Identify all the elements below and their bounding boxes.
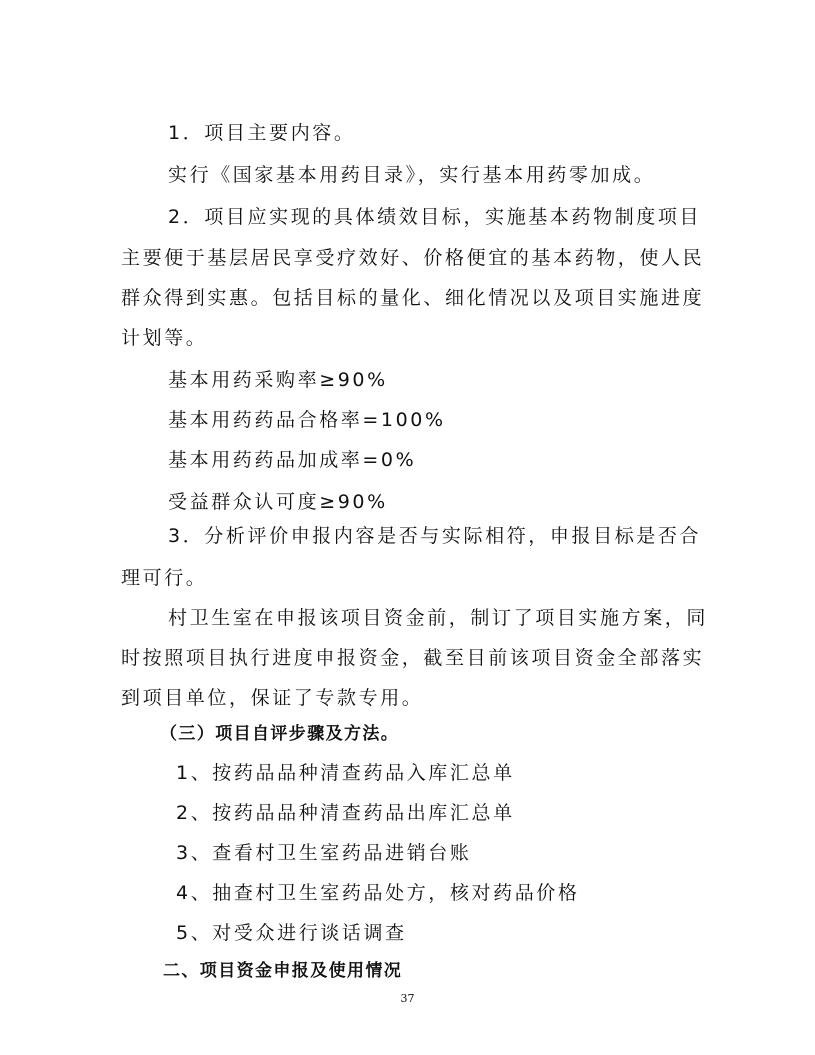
paragraph-line: 实行《国家基本用药目录》，实行基本用药零加成。 <box>168 164 656 186</box>
target-item: 基本用药采购率≥90% <box>168 369 388 391</box>
step-item: 4、抽查村卫生室药品处方，核对药品价格 <box>176 882 580 904</box>
paragraph-line: 到项目单位，保证了专款专用。 <box>121 687 424 709</box>
paragraph-line: 计划等。 <box>121 327 208 349</box>
step-item: 1、按药品品种清查药品入库汇总单 <box>176 762 515 784</box>
step-item: 5、对受众进行谈话调查 <box>176 922 407 944</box>
paragraph-line: 理可行。 <box>121 567 208 589</box>
target-item: 基本用药药品加成率=0% <box>168 449 417 471</box>
paragraph-line: 1．项目主要内容。 <box>168 122 356 144</box>
paragraph-line: 主要便于基层居民享受疗效好、价格便宜的基本药物，使人民 <box>121 247 705 269</box>
paragraph-line: 时按照项目执行进度申报资金，截至目前该项目资金全部落实 <box>121 647 705 669</box>
section-heading: 二、项目资金申报及使用情况 <box>163 961 403 981</box>
step-item: 2、按药品品种清查药品出库汇总单 <box>176 802 515 824</box>
paragraph-line: 3．分析评价申报内容是否与实际相符，申报目标是否合 <box>168 525 702 547</box>
paragraph-line: 群众得到实惠。包括目标的量化、细化情况以及项目实施进度 <box>121 287 705 309</box>
paragraph-line: 村卫生室在申报该项目资金前，制订了项目实施方案，同 <box>168 607 709 629</box>
paragraph-line: 2．项目应实现的具体绩效目标，实施基本药物制度项目 <box>168 206 702 228</box>
section-heading: （三）项目自评步骤及方法。 <box>160 724 400 744</box>
page-number: 37 <box>400 992 415 1005</box>
target-item: 基本用药药品合格率=100% <box>168 409 446 431</box>
step-item: 3、查看村卫生室药品进销台账 <box>176 842 472 864</box>
target-item: 受益群众认可度≥90% <box>168 491 388 513</box>
